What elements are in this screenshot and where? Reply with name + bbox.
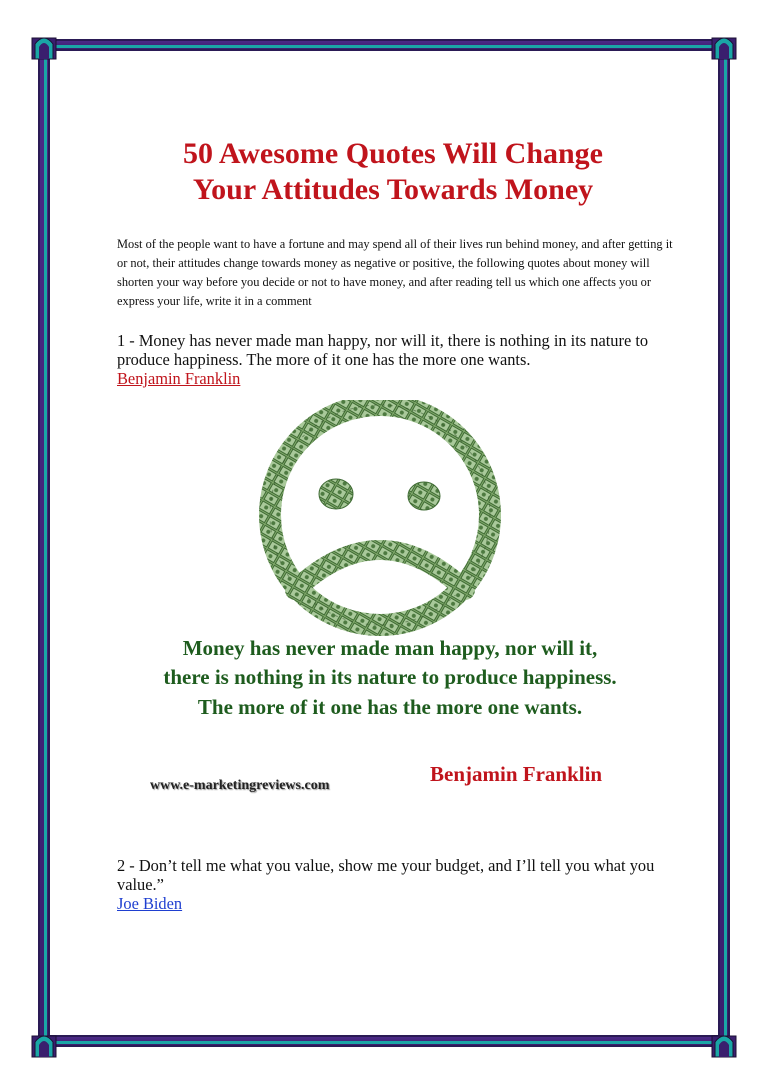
page-border-left	[38, 50, 50, 1038]
page-border-right	[718, 50, 730, 1038]
page-title	[118, 136, 668, 208]
quote-2-author-link[interactable]: Joe Biden	[117, 894, 183, 913]
figure-quote-line-3: The more of it one has the more one wants.	[197, 695, 583, 719]
title-line-2: Your Attitudes Towards Money	[192, 173, 594, 206]
intro-paragraph: Most of the people want to have a fortune and may spend all of their lives run behind money, and after getting it or not, their attitudes change towards money as negative or positive, the following quotes about money will shorten your way before you decide or not to have money, and after reading tell us which one affects you or express your life, write it in a comment	[117, 237, 673, 308]
quote-2-text: 2 - Don’t tell me what you value, show me your budget, and I’ll tell you what you value.”	[117, 856, 655, 894]
corner-arch-icon	[31, 30, 57, 60]
page-border-top	[45, 39, 723, 51]
corner-arch-icon	[711, 1028, 737, 1058]
page-border-bottom	[45, 1035, 723, 1047]
corner-arch-icon	[711, 30, 737, 60]
figure-author: Benjamin Franklin	[430, 762, 603, 786]
quote-1-author-link[interactable]: Benjamin Franklin	[117, 369, 241, 388]
quote-1-text: 1 - Money has never made man happy, nor will it, there is nothing in its nature to produce happiness. The more of it one has the more one wants.	[117, 331, 649, 369]
sad-money-face-icon	[110, 400, 670, 640]
corner-arch-icon	[31, 1028, 57, 1058]
figure-quote-line-2: there is nothing in its nature to produce happiness.	[163, 665, 617, 689]
quote-image	[110, 400, 670, 820]
figure-quote-line-1: Money has never made man happy, nor will it,	[182, 636, 598, 660]
title-line-1: 50 Awesome Quotes Will Change	[182, 137, 603, 170]
figure-watermark-url: www.e-marketingreviews.com	[150, 778, 330, 793]
